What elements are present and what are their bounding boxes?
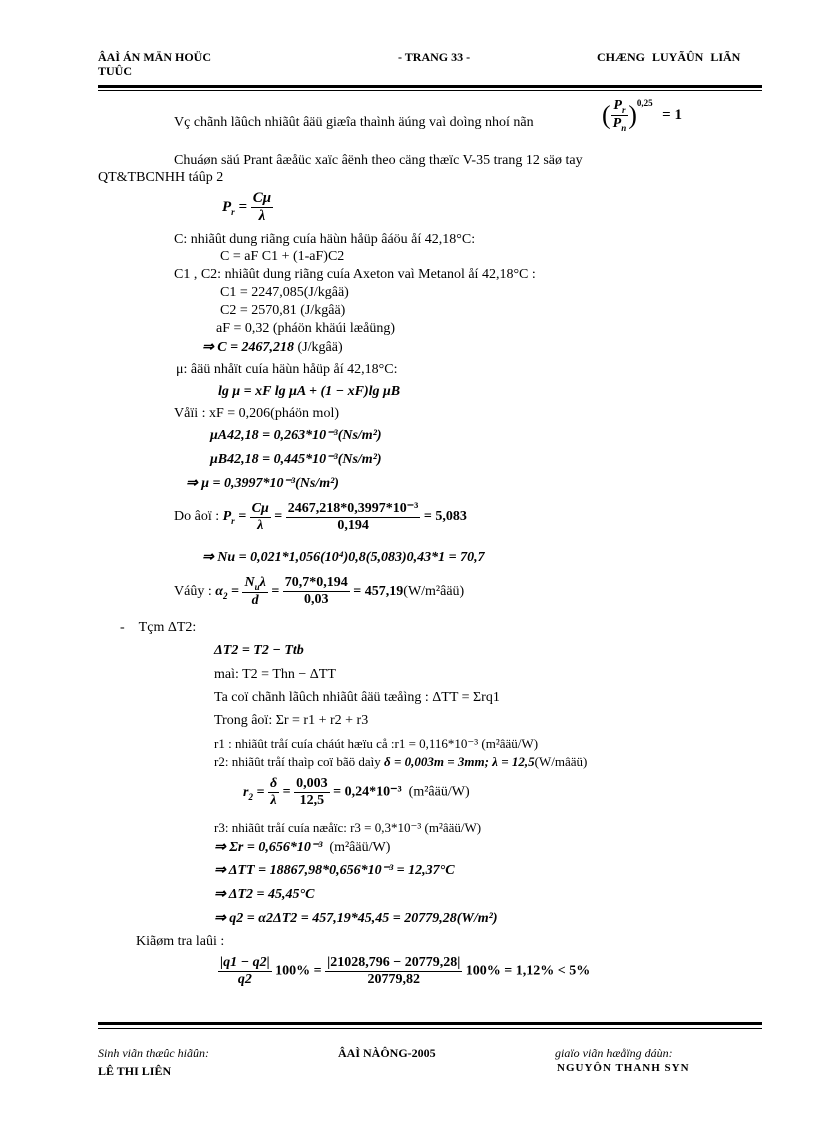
footer-student-label: Sinh viãn thæûc hiãûn: bbox=[98, 1046, 209, 1060]
line-15: μB42,18 = 0,445*10⁻³(Ns/m²) bbox=[210, 452, 382, 467]
line-6: C1 , C2: nhiãût dung riãng cuía Axeton vaì Metanol åí 42,18°C : bbox=[174, 267, 536, 282]
header-left-line1: ÂAÌ ÁN MÄN HOÜC bbox=[98, 50, 211, 64]
line-22: maì: T2 = Thn − ΔTT bbox=[214, 667, 336, 682]
header-right: CHÆNG LUYÃÛN LIÃN bbox=[597, 50, 741, 64]
line-5: C = aF C1 + (1-aF)C2 bbox=[220, 249, 345, 264]
header-page-number: - TRANG 33 - bbox=[398, 50, 471, 64]
line-26: r2: nhiãût tråí thaìp coï bãö daìy δ = 0,003m = 3mm; λ = 12,5(W/mâäü) bbox=[214, 754, 588, 769]
line-28: r3: nhiãût tråí cuía næåïc: r3 = 0,3*10⁻³ (m²âäü/W) bbox=[214, 820, 482, 835]
line-8: C2 = 2570,81 (J/kgâä) bbox=[220, 303, 346, 318]
line-32: ⇒ q2 = α2ΔT2 = 457,19*45,45 = 20779,28(W/m²) bbox=[214, 911, 498, 926]
footer-place-year: ÂAÌ NÀÔNG-2005 bbox=[338, 1046, 436, 1060]
header-rule-thin bbox=[98, 90, 762, 91]
footer-advisor-label: giaïo viãn hæåïng dáùn: bbox=[555, 1046, 673, 1060]
line-2: Chuáøn säú Prant âæåüc xaïc âënh theo cäng thæïc V-35 trang 12 säø tay bbox=[174, 153, 583, 168]
line-14: μA42,18 = 0,263*10⁻³(Ns/m²) bbox=[210, 428, 382, 443]
line-20: - Tçm ΔT2: bbox=[120, 620, 197, 635]
line-10: ⇒ C = 2467,218 (J/kgâä) bbox=[202, 340, 343, 355]
line-23: Ta coï chãnh lãûch nhiãût âäü tæåìng : ΔTT = Σrq1 bbox=[214, 690, 500, 705]
line-7: C1 = 2247,085(J/kgâä) bbox=[220, 285, 349, 300]
line-30: ⇒ ΔTT = 18867,98*0,656*10⁻³ = 12,37°C bbox=[214, 863, 455, 878]
line-11: μ: âäü nhåït cuía häùn håüp åí 42,18°C: bbox=[176, 362, 398, 377]
footer-rule-thick bbox=[98, 1022, 762, 1025]
line-17: Do âoï : $P_r$ = $\frac{C\mu}{\lambda}$ = $\frac{\text{2467,218*0,3997*10⁻³}}{0,194}$ = 5,083 bbox=[174, 500, 467, 533]
prandtl-ratio: ( $\frac{P_r}{P_n}$ )$^{0,25}$ = 1 bbox=[602, 98, 682, 133]
footer-advisor-name: NGUYÔN THANH SYN bbox=[557, 1062, 690, 1074]
line-34: $\frac{|q1 - q2|}{q2}$ 100% = $\frac{|21028,796 - 20779,28|}{20779,82}$ 100% = 1,12% < 5% bbox=[220, 955, 591, 987]
line-13: Våïi : xF = 0,206(pháön mol) bbox=[174, 406, 339, 421]
line-21: ΔT2 = T2 − Ttb bbox=[214, 643, 304, 658]
footer-student-name: LÊ THI LIÊN bbox=[98, 1064, 172, 1078]
line-3: QT&TBCNHH táûp 2 bbox=[98, 170, 224, 185]
header-rule-thick bbox=[98, 85, 762, 88]
line-24: Trong âoï: Σr = r1 + r2 + r3 bbox=[214, 713, 369, 728]
line-29: ⇒ Σr = 0,656*10⁻³ (m²âäü/W) bbox=[214, 840, 391, 855]
line-1: Vç chãnh lãûch nhiãût âäü giæîa thaình äúng vaì doìng nhoí nãn bbox=[174, 115, 534, 130]
header-left-line2: TUÛC bbox=[98, 64, 133, 78]
line-27: $r_2$ = $\frac{\delta}{\lambda}$ = $\frac{0,003}{12,5}$ = 0,24*10⁻³ (m²âäü/W) bbox=[243, 776, 470, 808]
line-12: lg μ = xF lg μA + (1 − xF)lg μB bbox=[218, 384, 401, 399]
line-19: Váûy : $\alpha_2$ = $\frac{N_u\lambda}{d}$ = $\frac{70,7*0,194}{0,03}$ = 457,19(W/m²âäü) bbox=[174, 575, 465, 608]
line-18: ⇒ Nu = 0,021*1,056(10⁴)0,8(5,083)0,43*1 = 70,7 bbox=[202, 550, 485, 565]
line-25: r1 : nhiãût tråí cuía cháút hæïu cå :r1 = 0,116*10⁻³ (m²âäü/W) bbox=[214, 736, 539, 751]
prandtl-formula: $P_r$ = $\frac{C\mu}{\lambda}$ bbox=[222, 190, 272, 224]
line-9: aF = 0,32 (pháön khäúi læåüng) bbox=[216, 321, 395, 336]
footer-rule-thin bbox=[98, 1028, 762, 1029]
line-4: C: nhiãût dung riãng cuía häùn håüp âáöu åí 42,18°C: bbox=[174, 232, 476, 247]
line-33: Kiãøm tra laûi : bbox=[136, 934, 225, 949]
line-16: ⇒ μ = 0,3997*10⁻³(Ns/m²) bbox=[186, 476, 339, 491]
line-31: ⇒ ΔT2 = 45,45°C bbox=[214, 887, 315, 902]
